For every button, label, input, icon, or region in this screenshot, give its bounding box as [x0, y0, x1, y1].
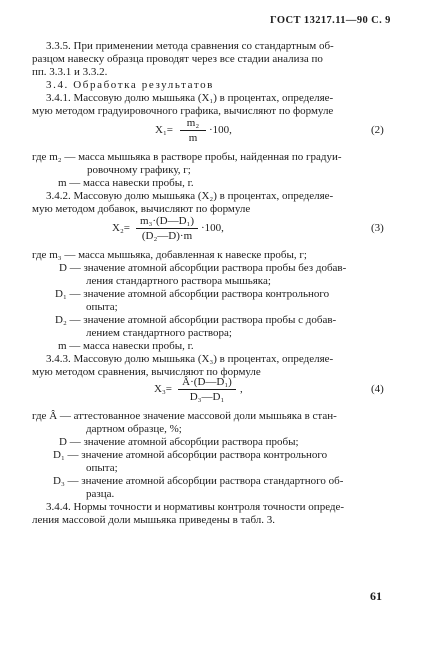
formula-number: (2) — [371, 124, 384, 136]
text-line: D — значение атомной абсорбции раствора пробы; — [59, 436, 299, 448]
fraction-bar — [178, 389, 236, 390]
text-line: мую методом градуировочного графика, вычисляют по формуле — [32, 105, 334, 117]
text-line: ления массовой доли мышьяка приведены в табл. 3. — [32, 514, 276, 526]
page-header: ГОСТ 13217.11—90 С. 9 — [270, 15, 391, 26]
text-line: D₃ — значение атомной абсорбции раствора стандартного об- — [53, 475, 344, 487]
text-line: разца. — [86, 488, 115, 500]
formula-rhs: ·100, — [201, 222, 224, 234]
text-line: ления стандартного раствора мышьяка; — [86, 275, 271, 287]
text-line: m — масса навески пробы, г. — [58, 340, 194, 352]
text-line: D₂ — значение атомной абсорбции раствора пробы с добав- — [55, 314, 337, 326]
text-line: 3.4.4. Нормы точности и нормативы контроля точности опреде- — [46, 501, 345, 513]
text-line: 3.3.5. При применении метода сравнения со стандартным об- — [46, 40, 334, 52]
fraction-bar — [180, 130, 206, 131]
text-line: где m₂ — масса мышьяка в растворе пробы, найденная по градуи- — [32, 151, 342, 163]
text-line: ровочному графику, г; — [87, 164, 191, 176]
text-line: разцом навеску образца проводят через все стадии анализа по — [32, 53, 323, 65]
formula-lhs: X₂= — [112, 222, 130, 234]
page-number: 61 — [370, 589, 382, 603]
text-line: лением стандартного раствора; — [86, 327, 232, 339]
fraction-bar — [136, 228, 198, 229]
text-line: опыта; — [86, 301, 118, 313]
text-line: опыта; — [86, 462, 118, 474]
formula-lhs: X₃= — [154, 383, 172, 395]
formula-number: (3) — [371, 222, 384, 234]
section-heading: 3.4. Обработка результатов — [46, 79, 214, 91]
text-line: мую методом добавок, вычисляют по формуле — [32, 203, 251, 215]
text-line: 3.4.1. Массовую долю мышьяка (X₁) в процентах, определяе- — [46, 92, 334, 104]
formula-denominator: m — [188, 132, 198, 144]
text-line: пп. 3.3.1 и 3.3.2. — [32, 66, 108, 78]
formula-numerator: Â·(D—D₁) — [182, 376, 232, 388]
text-line: дартном образце, %; — [86, 423, 182, 435]
formula-rhs: , — [240, 383, 243, 395]
text-line: m — масса навески пробы, г. — [58, 177, 194, 189]
text-line: 3.4.2. Массовую долю мышьяка (X₂) в процентах, определяе- — [46, 190, 334, 202]
formula-denominator: (D₂—D)·m — [141, 230, 193, 242]
text-line: D — значение атомной абсорбции раствора пробы без добав- — [59, 262, 347, 274]
formula-lhs: X₁= — [155, 124, 173, 136]
text-line: где m₃ — масса мышьяка, добавленная к навеске пробы, г; — [32, 249, 307, 261]
formula-rhs: ·100, — [209, 124, 232, 136]
text-line: мую методом сравнения, вычисляют по формуле — [32, 366, 261, 378]
text-line: D₁ — значение атомной абсорбции раствора контрольного — [53, 449, 328, 461]
formula-numerator: m₃·(D—D₁) — [139, 215, 195, 227]
text-line: 3.4.3. Массовую долю мышьяка (X₃) в процентах, определяе- — [46, 353, 334, 365]
formula-denominator: D₃—D₁ — [189, 391, 225, 403]
text-line: D₁ — значение атомной абсорбции раствора контрольного — [55, 288, 330, 300]
formula-number: (4) — [371, 383, 384, 395]
text-line: где Â — аттестованное значение массовой доли мышьяка в стан- — [32, 410, 337, 422]
formula-numerator: m₂ — [186, 117, 200, 129]
